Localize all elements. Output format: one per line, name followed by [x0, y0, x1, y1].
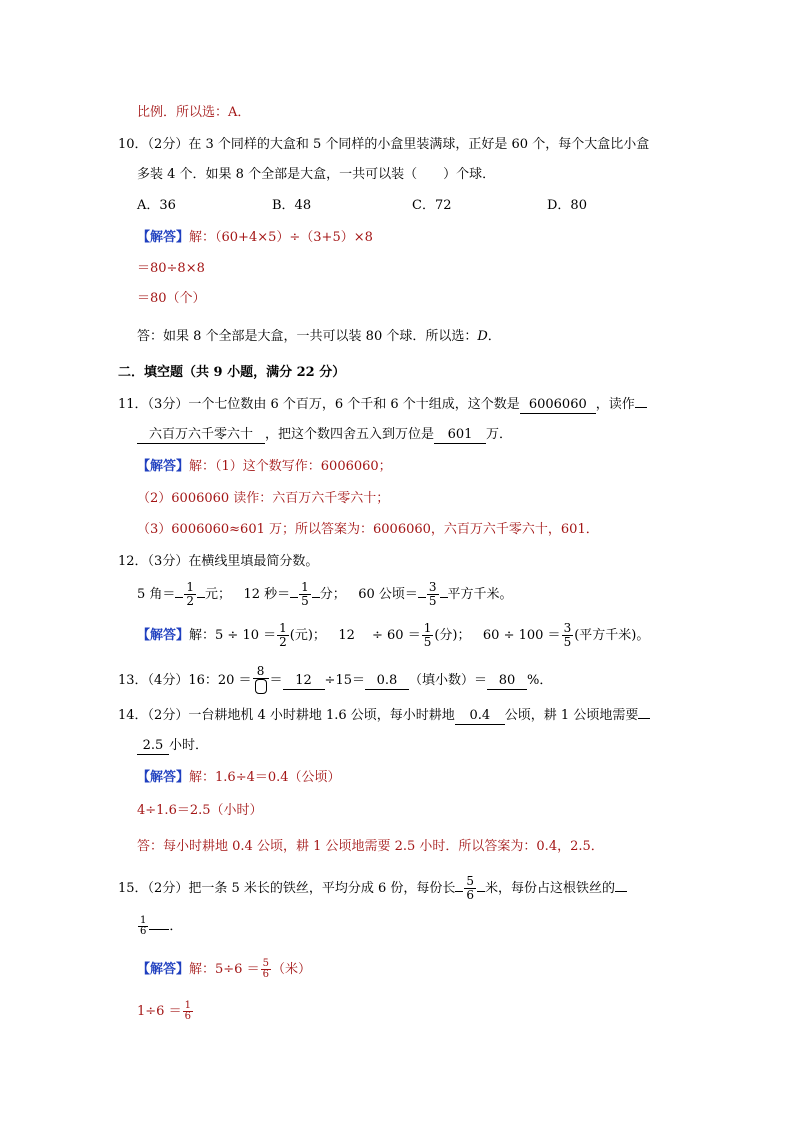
q14-stem-line2 [137, 737, 208, 755]
q12-answer-fraction1 [277, 622, 289, 649]
q10-conclusion-text: 答：如果 8 个全部是大盒，一共可以装 80 个球．所以选： [137, 329, 478, 344]
q15-answer-line2 [137, 998, 194, 1026]
q12-answer-expr2: 12 ÷ 60 ＝ [338, 628, 421, 643]
q15-stem-line2 [137, 912, 182, 942]
q12-answer-expr3: 60 ÷ 100 ＝ [482, 628, 561, 643]
q12-prompt2: 12 秒＝ [243, 587, 291, 602]
q14-blank-per-hour: 0.4 [455, 708, 505, 725]
denominator: 6 [466, 888, 475, 902]
denominator: 2 [279, 635, 287, 649]
q14-text3: 小时． [169, 738, 209, 753]
q15-fraction1 [464, 875, 476, 902]
q13-blank-decimal: 0.8 [365, 673, 409, 690]
q10-stem-line2: 多装 4 个．如果 8 个全部是大盒，一共可以装（ ）个球． [137, 167, 496, 182]
q14-blank-hours: 2.5 [137, 738, 169, 755]
q15-answer-line1 [137, 956, 311, 984]
q10-conclusion-end: ． [487, 329, 501, 344]
q11-text1: 11．（3分）一个七位数由 6 个百万，6 个千和 6 个十组成，这个数是 [118, 397, 520, 412]
q9-answer-tail: 比例．所以选：A． [137, 105, 251, 120]
denominator: 6 [140, 926, 147, 937]
q12-blank-pad [197, 597, 205, 598]
denominator: 6 [184, 1011, 191, 1022]
section-heading-fill-in: 二．填空题（共 9 小题，满分 22 分） [118, 365, 346, 380]
q11-answer-line2: （2）6006060 读作：六百万六千零六十； [137, 491, 390, 506]
q15-answer-expr1: 解：5÷6 ＝ [189, 962, 260, 977]
q12-fraction2 [299, 581, 311, 608]
numerator: 1 [140, 915, 147, 926]
numerator: 8 [253, 665, 269, 679]
q13-blank-percent: 80 [487, 673, 527, 690]
numerator: 3 [428, 580, 437, 594]
q13-text1: 13．（4分）16：20 ＝ [118, 673, 252, 688]
q14-blank-start [638, 718, 650, 719]
denominator: 6 [262, 969, 269, 980]
q11-answer-text: 解：（1）这个数写作：6006060； [189, 459, 392, 474]
q15-blank-pad [455, 891, 463, 892]
q12-fraction1 [184, 581, 196, 608]
answer-tag: 【解答】 [137, 459, 190, 474]
q15-text1: 15．（2分）把一条 5 米长的铁丝，平均分成 6 份，每份长 [118, 881, 456, 896]
q13-text5: %． [527, 673, 553, 688]
q14-stem-line1 [118, 707, 650, 725]
q15-answer-unit: （米） [271, 962, 311, 977]
q12-blanks-line [137, 580, 513, 610]
q15-blank-pad [477, 891, 485, 892]
q12-prompt1: 5 角＝ [137, 587, 176, 602]
q11-text4: 万． [486, 427, 513, 442]
denominator: 5 [301, 594, 309, 608]
q10-answer-text: 解：（60+4×5）÷（3+5）×8 [189, 230, 373, 245]
numerator: 1 [186, 580, 195, 594]
q15-fraction2 [138, 916, 148, 937]
q11-text2: ，读作 [595, 397, 635, 412]
q13-text2: ＝ [269, 673, 283, 688]
q12-fraction3 [427, 581, 439, 608]
numerator: 1 [279, 621, 287, 635]
q14-answer-line3: 答：每小时耕地 0.4 公顷，耕 1 公顷地需要 2.5 小时．所以答案为：0.4，2.5． [137, 839, 604, 854]
q13-stem [118, 664, 552, 698]
numerator: 1 [423, 621, 432, 635]
q11-blank-number: 6006060 [520, 397, 596, 414]
q12-unit1: 元； [205, 587, 232, 602]
q13-text4: （填小数）＝ [408, 673, 487, 688]
q12-answer-unit1: (元)； [289, 628, 326, 643]
q12-answer-fraction2 [422, 622, 434, 649]
numerator: 5 [466, 874, 475, 888]
q13-fraction [253, 665, 269, 697]
q15-text3: ． [169, 919, 183, 934]
answer-tag: 【解答】 [137, 230, 190, 245]
q12-prompt3: 60 公顷＝ [358, 587, 418, 602]
q12-stem: 12．（3分）在横线里填最简分数。 [118, 554, 319, 569]
q12-answer-expr1: 解：5 ÷ 10 ＝ [189, 628, 277, 643]
q14-answer-text: 解：1.6÷4＝0.4（公顷） [189, 770, 341, 785]
q11-blank-rounded: 601 [434, 427, 486, 444]
q11-stem-line1 [118, 396, 647, 414]
denominator: 2 [186, 594, 195, 608]
q12-blank-pad [175, 597, 183, 598]
q14-text1: 14．（2分）一台耕地机 4 小时耕地 1.6 公顷，每小时耕地 [118, 708, 455, 723]
q11-answer-line3: （3）6006060≈601 万；所以答案为：6006060，六百万六千零六十，601． [137, 522, 599, 537]
q14-text2: 公顷，耕 1 公顷地需要 [504, 708, 639, 723]
q15-stem-line1 [118, 872, 627, 906]
numerator: 3 [563, 621, 572, 635]
denominator-blank [253, 679, 269, 697]
q12-blank-pad [418, 597, 426, 598]
q12-unit3: 平方千米。 [447, 587, 513, 602]
q13-text3: ÷15＝ [324, 673, 365, 688]
answer-tag: 【解答】 [137, 962, 190, 977]
q15-blank-end [149, 929, 169, 930]
denominator: 5 [428, 594, 437, 608]
q15-answer-fraction2 [183, 1001, 193, 1022]
q12-blank-pad [440, 597, 448, 598]
denominator: 5 [563, 635, 572, 649]
q15-text2: 米，每份占这根铁丝的 [485, 881, 616, 896]
q12-blank-pad [312, 597, 320, 598]
q11-text3: ，把这个数四舍五入到万位是 [265, 427, 435, 442]
q14-answer-line1 [137, 769, 341, 787]
q10-answer-conclusion [137, 328, 501, 346]
q14-answer-line2: 4÷1.6＝2.5（小时） [137, 803, 263, 818]
q12-blank-pad [290, 597, 298, 598]
q13-blank-dividend: 12 [283, 673, 325, 690]
q10-option-d: D．80 [547, 198, 587, 213]
q10-option-b: B．48 [272, 198, 312, 213]
numerator: 5 [262, 958, 269, 969]
q10-stem-line1: 10．（2分）在 3 个同样的大盒和 5 个同样的小盒里装满球，正好是 60 个，每个大盒比小盒 [118, 137, 650, 152]
answer-tag: 【解答】 [137, 628, 190, 643]
q12-answer-fraction3 [562, 622, 574, 649]
q11-blank-reading: 六百万六千零六十 [137, 427, 265, 444]
q12-answer-unit2: (分)； [434, 628, 471, 643]
denominator-box [255, 679, 267, 694]
q11-stem-line2 [137, 426, 512, 444]
q10-answer-line3: ＝80（个） [137, 291, 206, 306]
q10-answer-line2: ＝80÷8×8 [137, 261, 205, 276]
q12-unit2: 分； [319, 587, 346, 602]
answer-tag: 【解答】 [137, 770, 190, 785]
q15-answer-expr2: 1÷6 ＝ [137, 1004, 182, 1019]
q12-answer-unit3: (平方千米)。 [574, 628, 650, 643]
q11-blank-reading-start [635, 407, 647, 408]
q10-option-a: A．36 [137, 198, 176, 213]
q11-answer-line1 [137, 458, 392, 476]
q12-answer-line [137, 620, 649, 652]
q10-conclusion-choice: D [477, 329, 488, 344]
q15-answer-fraction1 [261, 959, 271, 980]
q10-answer-line1 [137, 229, 373, 247]
q15-blank-start [615, 891, 627, 892]
denominator: 5 [423, 635, 432, 649]
numerator: 1 [301, 580, 309, 594]
q10-option-c: C．72 [412, 198, 452, 213]
numerator: 1 [184, 1000, 191, 1011]
